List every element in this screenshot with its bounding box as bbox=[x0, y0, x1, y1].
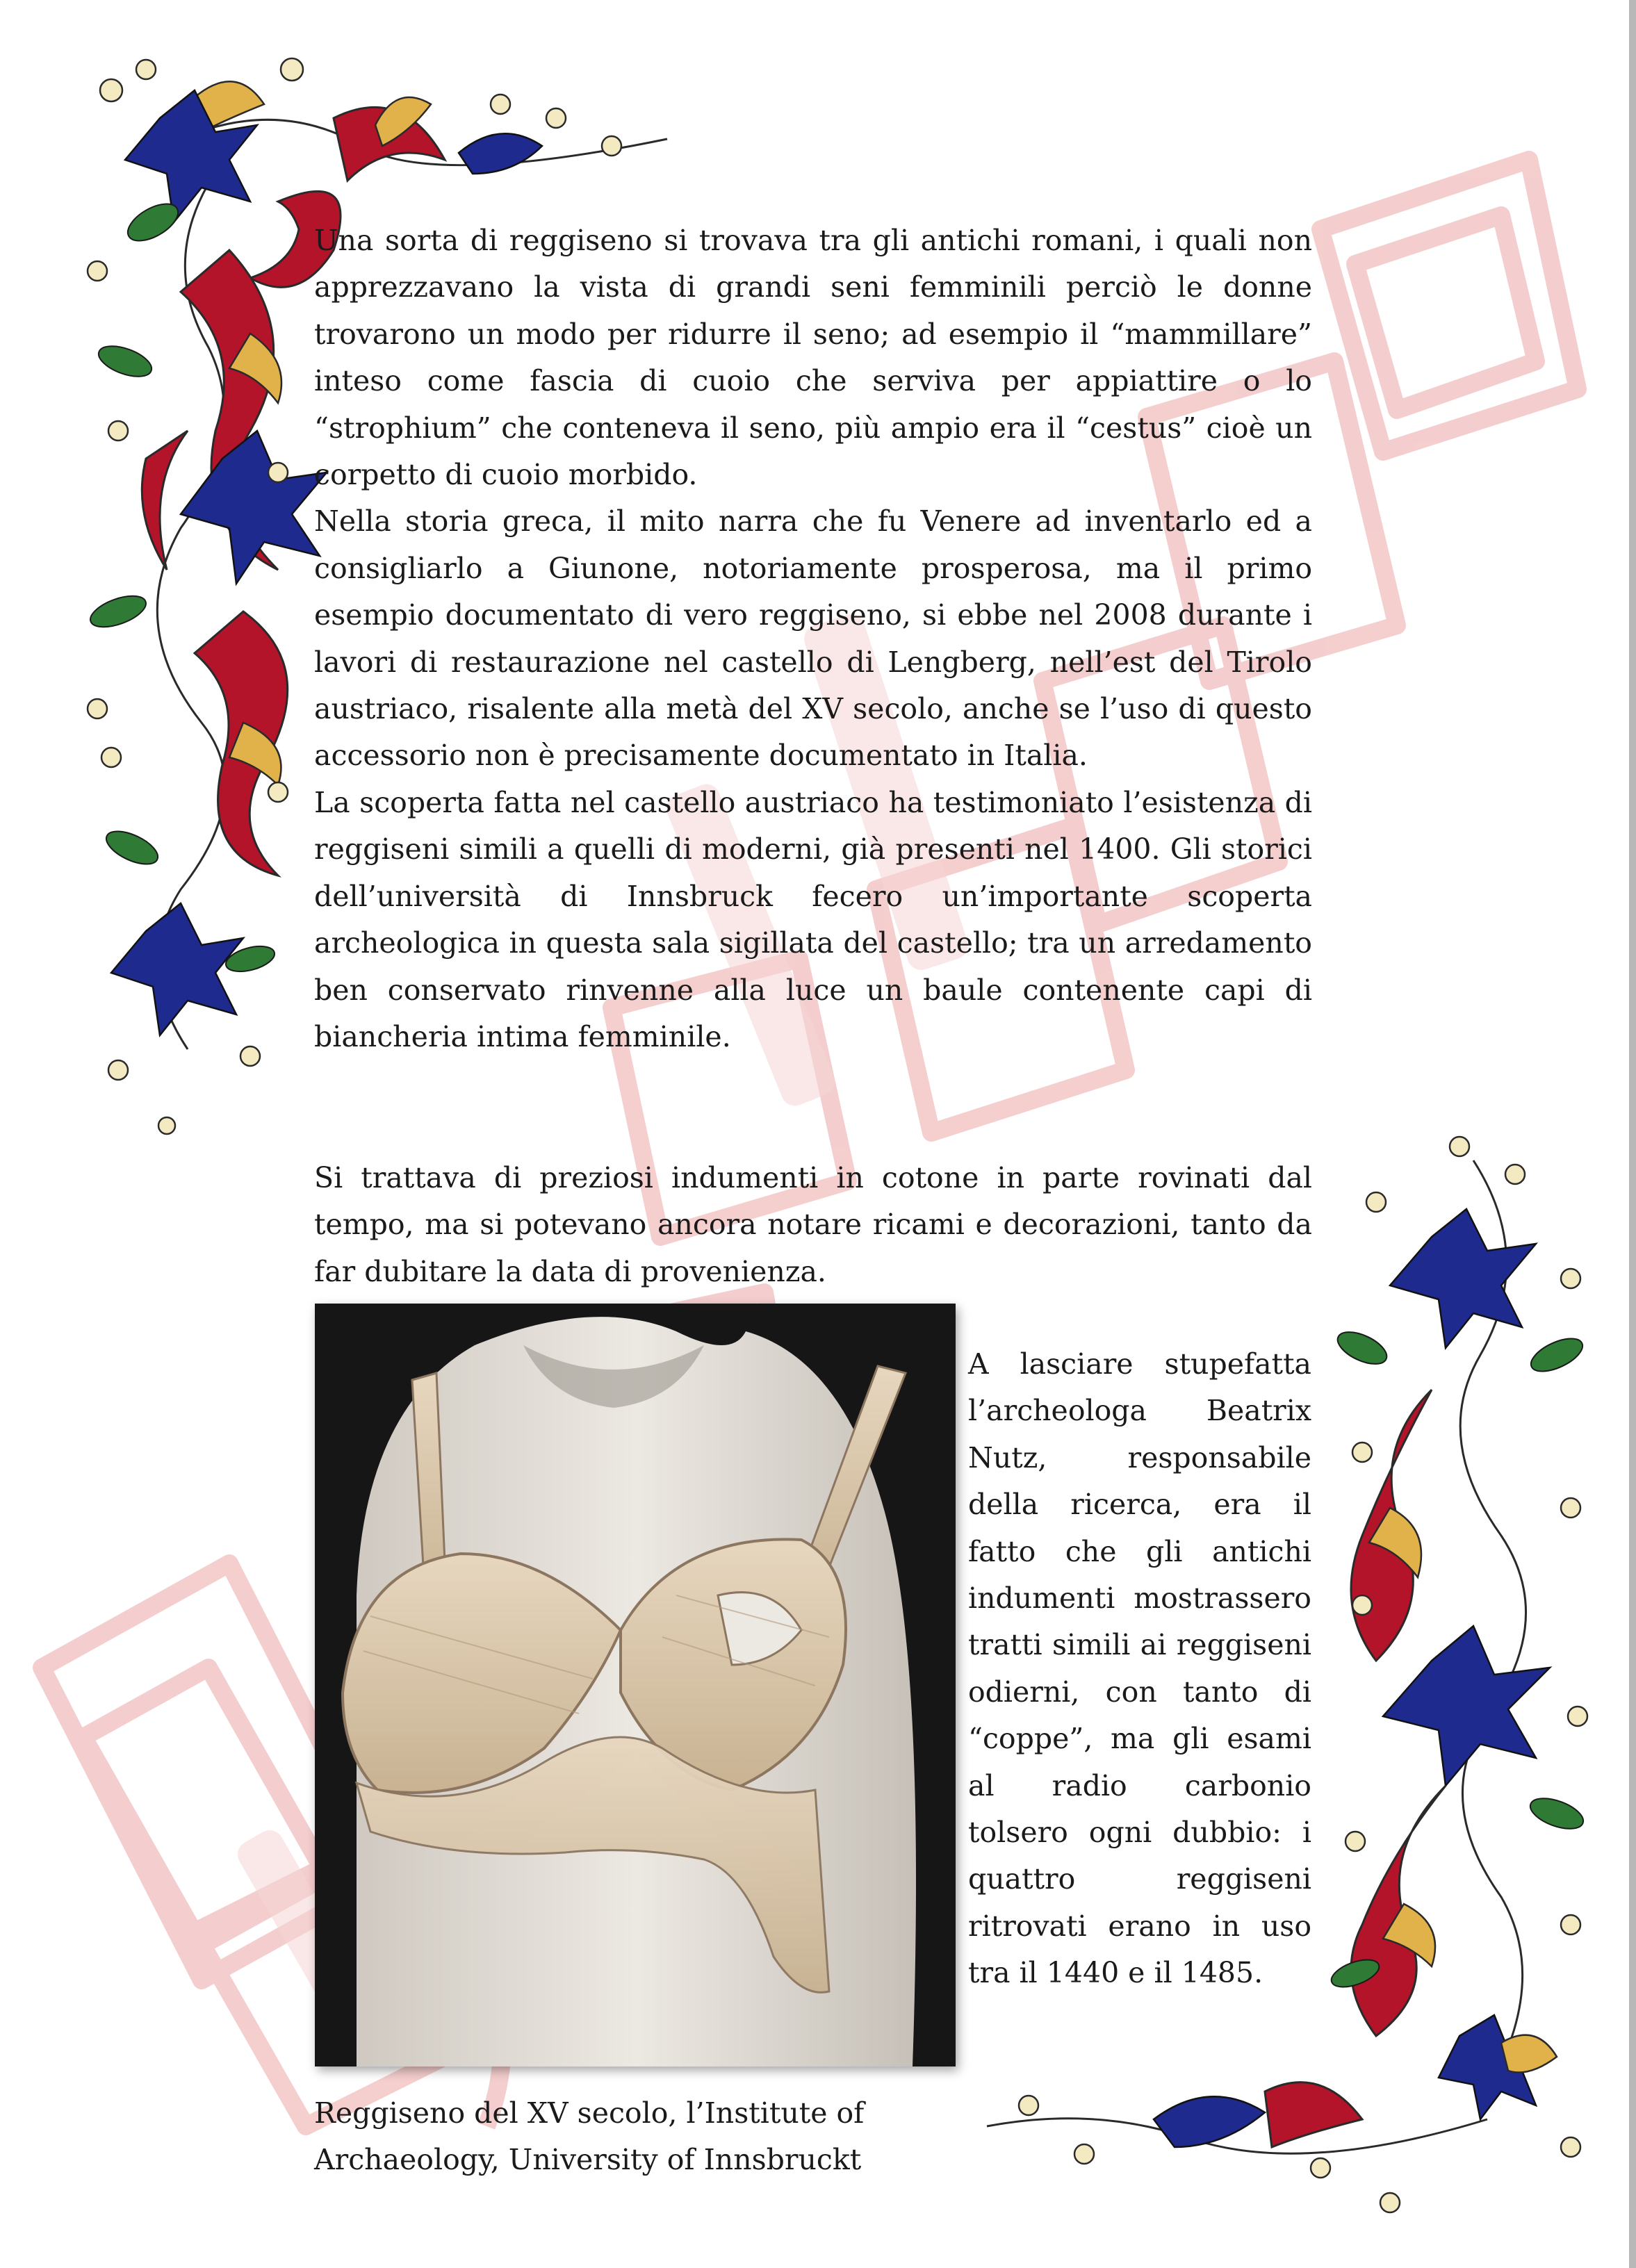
side-paragraph: A lasciare stupefatta l’archeologa Beatrix Nutz, responsabile della ricerca, era il fatto che gli antichi indumenti mostrassero tratti simili ai reggiseni odierni, con tanto di “coppe”, ma gli esami al radio carbonio tolsero ogni dubbio: i quattro reggiseni ritrovati erano in uso tra il 1440 e il 1485. bbox=[968, 1347, 1311, 1990]
caption-line-2: Archaeology, University of Innsbruckt bbox=[314, 2143, 862, 2176]
bra-photo-image bbox=[315, 1304, 956, 2066]
page-edge bbox=[1629, 0, 1636, 2268]
paragraph-castle-discovery: La scoperta fatta nel castello austriaco ha testimoniato l’esistenza di reggiseni simili a quelli di moderni, già presenti nel 1400. Gli storici dell’università di Innsbruck fecero un’importante scoperta archeologica in questa sala sigillata del castello; tra un arredamento ben conservato rinvenne alla luce un baule contenente capi di biancheria intima femminile. bbox=[314, 785, 1312, 1053]
photo-caption bbox=[314, 2090, 981, 2183]
lower-paragraph: Si trattava di preziosi indumenti in cotone in parte rovinati dal tempo, ma si potevano ancora notare ricami e decorazioni, tanto da far dubitare la data di provenienza. bbox=[314, 1161, 1312, 1288]
paragraph-romans: Una sorta di reggiseno si trovava tra gli antichi romani, i quali non apprezzavano la vista di grandi seni femminili perciò le donne trovarono un modo per ridurre il seno; ad esempio il “mammillare” inteso come fascia di cuoio che serviva per appiattire o lo “strophium” che conteneva il seno, più ampio era il “cestus” cioè un corpetto di cuoio morbido. bbox=[314, 224, 1312, 492]
paragraph-greek-history: Nella storia greca, il mito narra che fu Venere ad inventarlo ed a consigliarlo a Giunone, notoriamente prosperosa, ma il primo esempio documentato di vero reggiseno, si ebbe nel 2008 durante i lavori di restaurazione nel castello di Lengberg, nell’est del Tirolo austriaco, risalente alla metà del XV secolo, anche se l’uso di questo accessorio non è precisamente documentato in Italia. bbox=[314, 504, 1312, 773]
bra-photo bbox=[315, 1304, 956, 2066]
caption-line-1: Reggiseno del XV secolo, l’Institute of bbox=[314, 2096, 865, 2130]
body-text bbox=[314, 217, 1312, 1060]
